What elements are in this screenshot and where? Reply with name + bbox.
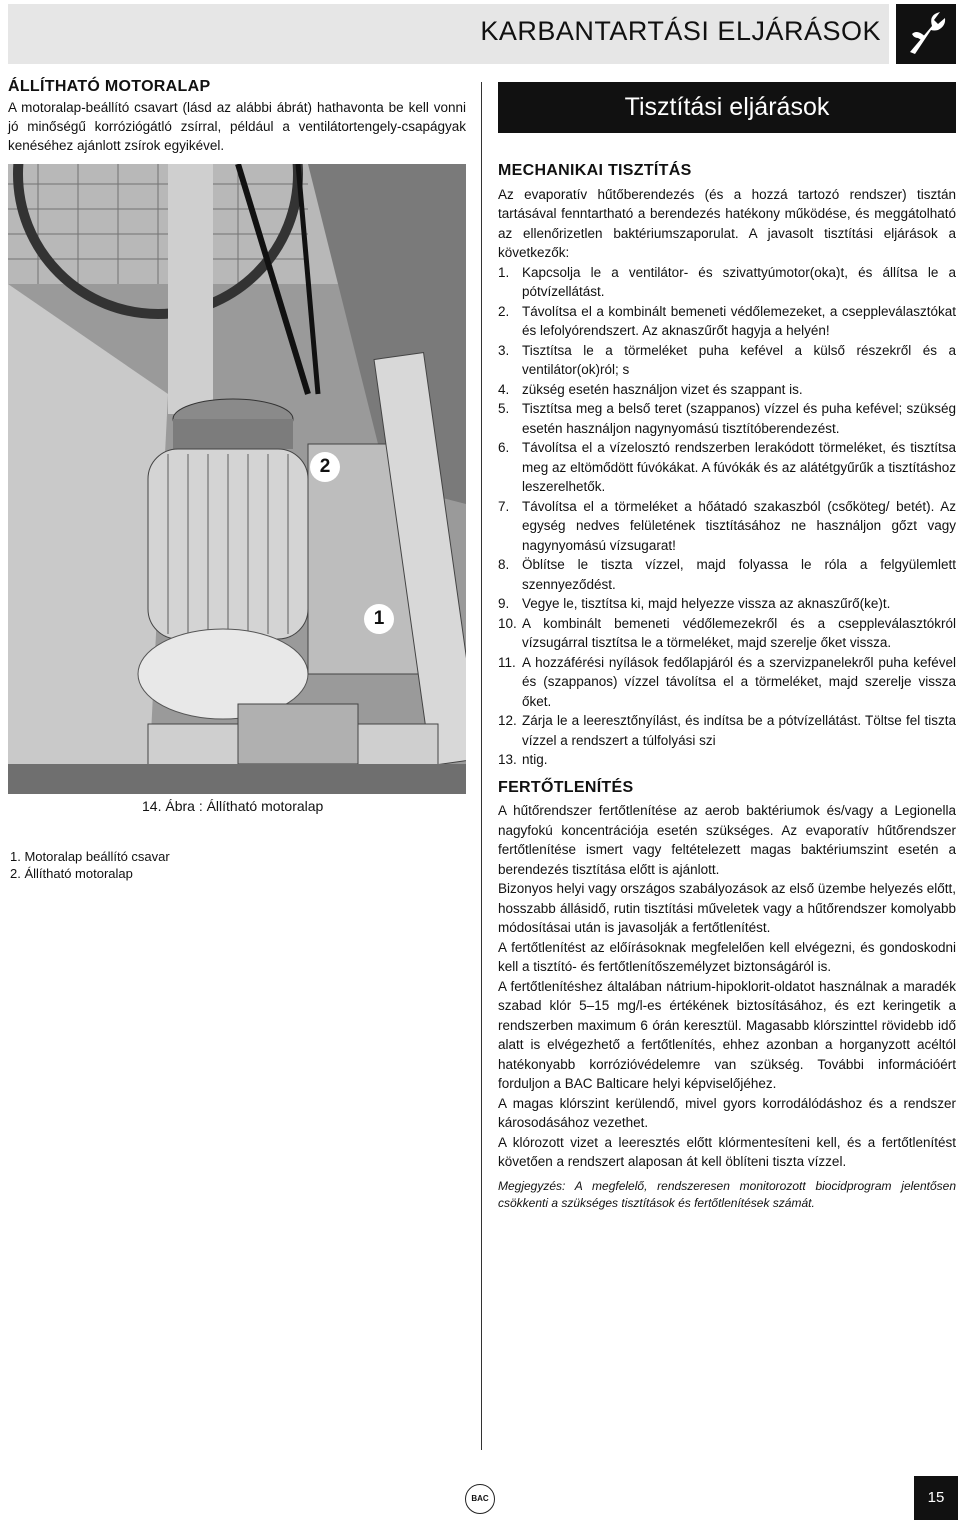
disinfection-paragraph: A fertőtlenítéshez általában nátrium-hipoklorit-oldatot használnak a maradék szabad klór 5–15 mg/l-es értékének biztosításához, és ezt keringetik a rendszerben maximum 6 órán keresztül. Magasabb klórszinttel rövidebb idő alatt is elvégezhető a fertőtlenítés, ehhez azonban a horganyzott acéltól hatékonyabb korrózióvédelemre van szükség. További információért forduljon a BAC Balticare helyi képviselőjéhez. [498,978,956,1091]
motor-base-paragraph: A motoralap-beállító csavart (lásd az alábbi ábrát) hathavonta be kell vonni jó minőségű korróziógátló zsírral, például a ventilátortengely-csapágyak kenéséhez ajánlott zsírok egyikével. [8,100,466,153]
step-text: Vegye le, tisztítsa ki, majd helyezze vissza az aknaszűrő(ke)t. [522,596,891,611]
disinfection-body [498,801,956,1172]
cleaning-step [498,438,956,497]
mechanical-cleaning-title: MECHANIKAI TISZTÍTÁS [498,162,692,179]
cleaning-step [498,263,956,302]
wrench-hand-icon [896,4,956,64]
step-number: 12. [498,713,517,728]
step-number: 7. [498,498,510,514]
step-number: 10. [498,615,517,631]
disinfection-note: Megjegyzés: A megfelelő, rendszeresen monitorozott biocidprogram jelentősen csökkenti a szükséges tisztítások és fertőtlenítések számát. [498,1178,956,1210]
section-header-title: KARBANTARTÁSI ELJÁRÁSOK [480,16,881,46]
step-text: Tisztítsa le a törmeléket puha kefével a külső részekről és a ventilátor(ok)ról; s [522,342,956,377]
callout-1: 1 [364,604,394,634]
legend-number: 1. [10,849,21,864]
step-number: 2. [498,303,510,319]
disinfection-paragraph: Bizonyos helyi vagy országos szabályozások az első üzembe helyezés előtt, hosszabb állásidő, rutin tisztítási műveletek vagy a hűtőrendszer komolyabb módosításai után is javasolják a fertőtlenítést. [498,881,956,935]
step-number: 5. [498,401,510,416]
step-text: Távolítsa el a kombinált bemeneti védőlemezeket, a cseppleválasztókat és lefolyórendszert. Az aknaszűrőt hagyja a helyén! [522,303,956,338]
step-text: Öblítse le tiszta vízzel, majd folyassa le róla a felgyülemlett szennyeződést. [522,557,956,592]
header-bar [8,4,889,64]
cleaning-banner: Tisztítási eljárások [498,82,956,133]
cleaning-step [498,594,956,614]
disinfection-paragraph: A fertőtlenítést az előírásoknak megfelelően kell elvégezni, és gondoskodni kell a tisztító- és fertőtlenítőszemélyzet biztonságáról is. [498,939,956,974]
motor-base-photo [8,164,466,794]
disinfection-paragraph: A klórozott vizet a leeresztés előtt klórmentesíteni kell, és a fertőtlenítést követően a rendszert alaposan át kell öblíteni tiszta vízzel. [498,1134,956,1169]
cleaning-step [498,555,956,594]
cleaning-step [498,399,956,438]
step-text: zükség esetén használjon vizet és szappant is. [522,381,803,397]
motor-base-section [8,78,466,155]
mechanical-cleaning-intro: Az evaporatív hűtőberendezés (és a hozzá tartozó rendszer) tisztán tartásával fenntartható a berendezés hatékony működése, és meggátolható az ellenőrizetlen baktériumszaporulat. A javasolt tisztítási eljárások a következők: [498,186,956,260]
step-number: 13. [498,752,517,767]
callout-2: 2 [310,452,340,482]
legend-item [10,848,170,865]
legend-number: 2. [10,866,21,881]
figure-caption: 14. Ábra : Állítható motoralap [142,798,324,814]
step-text: Tisztítsa meg a belső teret (szappanos) vízzel és puha kefével; szükség esetén használjon nagynyomású tisztítóberendezést. [522,401,956,436]
step-number: 9. [498,596,510,611]
cleaning-step [498,497,956,556]
step-number: 1. [498,264,510,280]
cleaning-step [498,711,956,750]
cleaning-step [498,750,956,770]
step-text: Zárja le a leeresztőnyílást, és indítsa be a pótvízellátást. Töltse fel tiszta vízzel a rendszert a túlfolyási szi [522,713,956,748]
step-number: 6. [498,440,510,455]
bac-logo: BAC [465,1484,495,1514]
cleaning-step [498,341,956,380]
disinfection-paragraph: A magas klórszint kerülendő, mivel gyors korrodálódáshoz és a rendszer károsodásához vezethet. [498,1095,956,1130]
step-number: 8. [498,557,510,572]
legend-label: Állítható motoralap [24,866,133,881]
disinfection-paragraph: A hűtőrendszer fertőtlenítése az aerob baktériumok és/vagy a Legionella nagyfokú koncentrációja esetén szükséges. Az evaporatív hűtőrendszer fertőtlenítése ismert vagy feltételezett magas baktériumszint esetén a berendezés tisztítása előtt is ajánlott. [498,803,956,877]
column-divider [481,82,482,1450]
disinfection-title: FERTŐTLENÍTÉS [498,778,634,796]
cleaning-steps-list [498,263,956,770]
figure-legend [10,848,170,882]
step-text: A hozzáférési nyílások fedőlapjáról és a szervizpanelekről puha kefével és (szappanos) vízzel távolítsa el a törmeléket, majd szerelje vissza őket. [522,654,956,709]
step-text: Távolítsa el a vízelosztó rendszerben lerakódott törmeléket, és tisztítsa meg az eltömődött fúvókákat. A fúvókák és az alátétgyűrűk a tisztításhoz leszerelhetők. [522,440,956,494]
motor-base-title: ÁLLÍTHATÓ MOTORALAP [8,78,211,95]
legend-label: Motoralap beállító csavar [24,849,170,864]
step-text: ntig. [522,752,548,767]
step-text: Kapcsolja le a ventilátor- és szivattyúmotor(oka)t, és állítsa le a pótvízellátást. [522,264,956,299]
legend-item [10,865,170,882]
page-number: 15 [914,1476,958,1520]
step-number: 4. [498,381,510,397]
step-text: A kombinált bemeneti védőlemezekről és a cseppleválasztókról vízsugárral tisztítsa le a törmeléket, majd szerelje őket vissza. [522,615,956,650]
cleaning-step [498,653,956,712]
step-number: 3. [498,342,510,358]
cleaning-step [498,614,956,653]
step-text: Távolítsa el a törmeléket a hőátadó szakaszból (csőköteg/ betét). Az egység nedves felületének tisztításához ne használjon gőzt vagy nagynyomású vízsugarat! [522,498,956,553]
cleaning-step [498,380,956,400]
step-number: 11. [498,654,516,670]
cleaning-section [498,161,956,1213]
cleaning-step [498,302,956,341]
